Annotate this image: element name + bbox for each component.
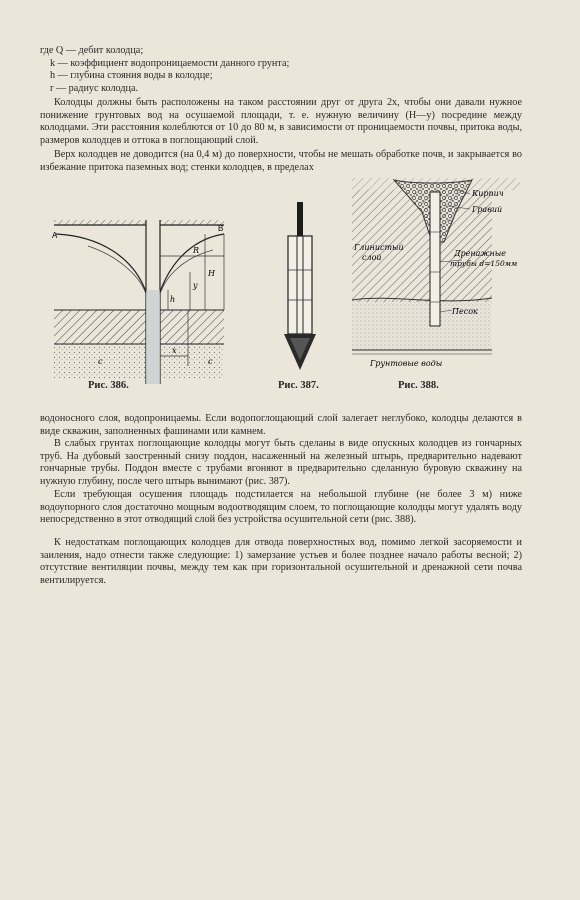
label-h-big: H: [208, 269, 215, 278]
label-sand: Песок: [452, 307, 478, 316]
figure-386: [48, 206, 232, 386]
label-c-right: c: [208, 357, 213, 366]
label-groundwater: Грунтовые воды: [370, 359, 443, 368]
paragraph-aquifer: водоносного слоя, водопроницаемы. Если водопоглощающий слой залегает неглубоко, колодцы делаются в виде скважин, заполненных фашинами или камнем.: [40, 413, 522, 437]
definition-h: h — глубина стояния воды в колодце;: [50, 70, 213, 82]
label-x: x: [172, 346, 177, 355]
label-brick: Кирпич: [472, 189, 504, 198]
caption-388: Рис. 388.: [398, 380, 439, 391]
formula-definitions: [40, 45, 520, 95]
label-pipes-1: Дренажные: [454, 249, 507, 258]
paragraph-weak-soils: В слабых грунтах поглощающие колодцы могут быть сделаны в виде опускных колодцев из гончарных труб. На дубовый заостренный снизу поддон, насаженный на железный штырь, предварительно надевают гончарные трубы. Поддон вместе с трубами вгоняют в предварительно сделанную буровую скважину на нужную глубину, после чего штырь вынимают (рис. 387).: [40, 438, 522, 487]
label-y: y: [193, 281, 198, 290]
paragraph-well-top: Верх колодцев не доводится (на 0,4 м) до поверхности, чтобы не мешать обработке почв, и закрывается во избежание притока паземных вод; стенки колодцев, в пределах: [40, 149, 522, 173]
label-gravel: Гравий: [472, 205, 503, 214]
definition-q: где Q — дебит колодца;: [40, 45, 144, 56]
paragraph-spacing: Колодцы должны быть расположены на таком расстоянии друг от друга 2x, чтобы они давали нужное понижение грунтовых вод на осушаемой площади, т. е. нужную величину (H—y) посредине между колодцами. Эти расстояния колеблются от 10 до 80 м, в зависимости от проницаемости почвы, притока воды, размеров колодцев и оттока в поглощающий слой.: [40, 97, 522, 146]
paragraph-disadvantages: К недостаткам поглощающих колодцев для отвода поверхностных вод, помимо легкой засоряемости и заиления, надо отнести также следующие: 1) замерзание устьев и более позднее начало работы весной; 2) отсутствие вентиляции почвы, между тем как при горизонтальной осушительной и дренажной сети почва вентилируется.: [40, 537, 522, 586]
figure-387: [278, 200, 322, 376]
label-a: A: [52, 231, 58, 240]
figure-388: [352, 172, 520, 382]
caption-386: Рис. 386.: [88, 380, 129, 391]
label-r: R: [193, 246, 200, 255]
label-b: B: [218, 224, 224, 233]
caption-387: Рис. 387.: [278, 380, 319, 391]
definition-r: r — радиус колодца.: [50, 82, 139, 94]
label-pipes-2: трубы d=150мм: [450, 259, 518, 268]
label-h-small: h: [170, 295, 176, 304]
label-c-left: c: [98, 357, 103, 366]
label-clay-1: Глинистый: [354, 243, 404, 252]
paragraph-drainage-layer: Если требующая осушения площадь подстилается на небольшой глубине (не более 3 м) ниже водоупорного слоя достаточно мощным водоотводящим слоем, то поглощающие колодцы могут удалять воду непосредственно в этот отводящий слой без устройства осушительной сети (рис. 388).: [40, 489, 522, 526]
definition-k: k — коэффициент водопроницаемости данного грунта;: [50, 57, 290, 69]
label-clay-2: слой: [362, 253, 382, 262]
